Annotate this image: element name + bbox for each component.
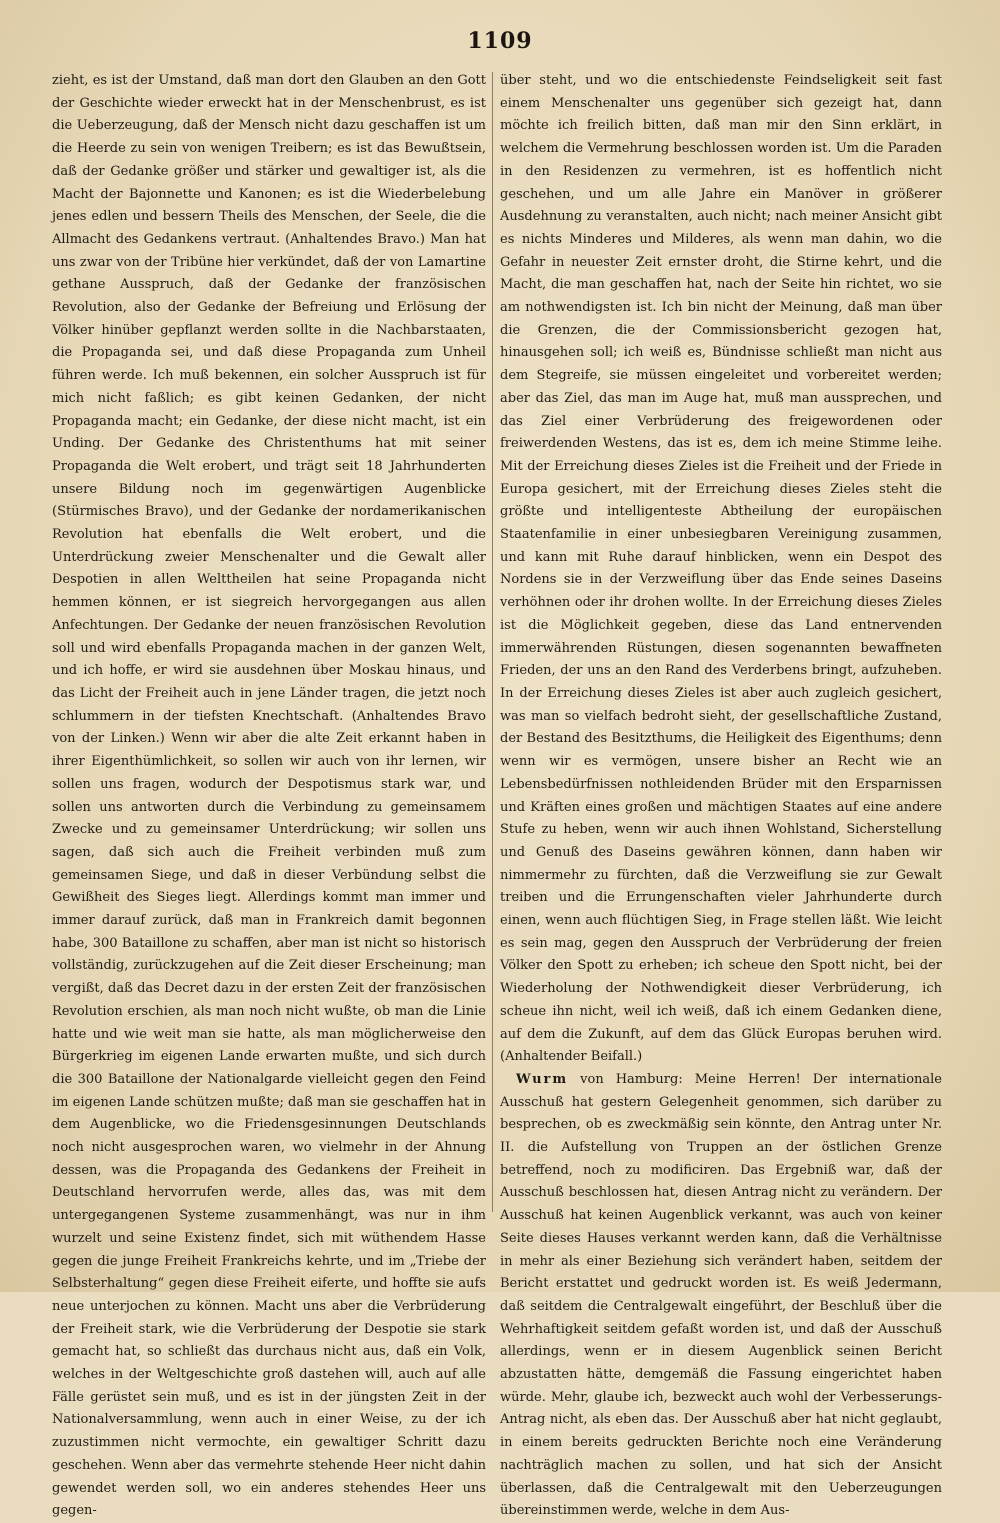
right-column-text-2: von Hamburg: Meine Herren! Der internationale Ausschuß hat gestern Gelegenheit genommen, sich darüber zu besprechen, ob es zweckmäßig sein könnte, den Antrag unter Nr. II. die Aufstellung von Truppen an der östlichen Grenze betreffend, noch zu modificiren. Das Ergebniß war, daß der Ausschuß beschlossen hat, diesen Antrag nicht zu verändern. Der Ausschuß hat keinen Augenblick verkannt, was auch von keiner Seite dieses Hauses verkannt werden kann, daß die Verhältnisse in mehr als einer Beziehung sich verändert haben, seitdem der Bericht erstattet und gedruckt worden ist. Es weiß Jedermann, daß seitdem die Centralgewalt eingeführt, der Beschluß über die Wehrhaftigkeit seitdem gefaßt worden ist, und daß der Ausschuß allerdings, wenn er in diesem Augenblick seinen Bericht abzustatten hätte, demgemäß die Fassung eingerichtet haben würde. Mehr, glaube ich, bezweckt auch wohl der Verbesserungs-Antrag nicht, als eben das. Der Ausschuß aber hat nicht geglaubt, in einem bereits gedruckten Berichte noch eine Veränderung nachträglich machen zu sollen, und hat sich der Ansicht überlassen, daß die Centralgewalt mit den Ueberzeugungen übereinstimmen werde, welche in dem Aus- bbox=[500, 1071, 942, 1519]
page-number: 1109 bbox=[467, 28, 533, 54]
speaker-paragraph bbox=[500, 1069, 942, 1523]
left-column-text: zieht, es ist der Umstand, daß man dort den Glauben an den Gott der Geschichte wieder erweckt hat in der Menschenbrust, es ist die Ueberzeugung, daß der Mensch nicht dazu geschaffen ist um die Heerde zu sein von wenigen Treibern; es ist das Bewußtsein, daß der Gedanke größer und stärker und gewaltiger ist, als die Macht der Bajonnette und Kanonen; es ist die Wiederbelebung jenes edlen und bessern Theils des Menschen, der Seele, die die Allmacht des Gedankens vertraut. (Anhaltendes Bravo.) Man hat uns zwar von der Tribüne hier verkündet, daß der von Lamartine gethane Ausspruch, daß der Gedanke der französischen Revolution, also der Gedanke der Befreiung und Erlösung der Völker hinüber gepflanzt werden sollte in die Nachbarstaaten, die Propaganda sei, und daß diese Propaganda zum Unheil führen werde. Ich muß bekennen, ein solcher Ausspruch ist für mich nicht faßlich; es gibt keinen Gedanken, der nicht Propaganda macht; ein Gedanke, der diese nicht macht, ist ein Unding. Der Gedanke des Christenthums hat mit seiner Propaganda die Welt erobert, und trägt seit 18 Jahrhunderten unsere Bildung noch im gegenwärtigen Augenblicke (Stürmisches Bravo), und der Gedanke der nordamerikanischen Revolution hat ebenfalls die Welt erobert, und die Unterdrückung zweier Menschenalter und die Gewalt aller Despotien in allen Welttheilen hat seine Propaganda nicht hemmen können, er ist siegreich hervorgegangen aus allen Anfechtungen. Der Gedanke der neuen französischen Revolution soll und wird ebenfalls Propaganda machen in der ganzen Welt, und ich hoffe, er wird sie ausdehnen über Moskau hinaus, und das Licht der Freiheit auch in jene Länder tragen, die jetzt noch schlummern in der tiefsten Knechtschaft. (Anhaltendes Bravo von der Linken.) Wenn wir aber die alte Zeit erkannt haben in ihrer Eigenthümlichkeit, so sollen wir auch von ihr lernen, wir sollen uns fragen, wodurch der Despotismus stark war, und sollen uns antworten durch die Verbindung zu gemeinsamem Zwecke und zu gemeinsamer Unterdrückung; wir sollen uns sagen, daß sich auch die Freiheit verbinden muß zum gemeinsamen Siege, und daß in dieser Verbündung selbst die Gewißheit des Sieges liegt. Allerdings kommt man immer und immer darauf zurück, daß man in Frankreich damit begonnen habe, 300 Bataillone zu schaffen, aber man ist nicht so historisch vollständig, zurückzugehen auf die Zeit dieser Erscheinung; man vergißt, daß das Decret dazu in der ersten Zeit der französischen Revolution erschien, als man noch nicht wußte, ob man die Linie hatte und wie weit man sie hatte, als man möglicherweise den Bürgerkrieg im eigenen Lande erwarten mußte, und sich durch die 300 Bataillone der Nationalgarde vielleicht gegen den Feind im eigenen Lande schützen mußte; daß man sie geschaffen hat in dem Augenblicke, wo die Friedensgesinnungen Deutschlands noch nicht ausgesprochen waren, wo vielmehr in der Ahnung dessen, was die Propaganda des Gedankens der Freiheit in Deutschland hervorrufen werde, alles das, was mit dem untergegangenen Systeme zusammenhängt, was nur in ihm wurzelt und seine Existenz findet, sich mit wüthendem Hasse gegen die junge Freiheit Frankreichs kehrte, und im „Triebe der Selbsterhaltung“ gegen diese Freiheit eiferte, und hoffte sie aufs neue unterjochen zu können. Macht uns aber die Verbrüderung der Freiheit stark, wie die Verbrüderung der Despotie sie stark gemacht hat, so schließt das durchaus nicht aus, daß ein Volk, welches in der Weltgeschichte groß dastehen will, auch auf alle Fälle gerüstet sein muß, und es ist in der jüngsten Zeit in der Nationalversammlung, wenn auch in einer Weise, zu der ich zuzustimmen nicht vermochte, ein gewaltiger Schritt dazu geschehen. Wenn aber das vermehrte stehende Heer nicht dahin gewendet werden soll, wo ein anderes stehendes Heer uns gegen- bbox=[52, 73, 486, 1519]
column-divider bbox=[492, 72, 493, 1212]
speaker-name: Wurm bbox=[516, 1071, 569, 1087]
right-column bbox=[500, 70, 942, 1519]
right-column-text-1: über steht, und wo die entschiedenste Feindseligkeit seit fast einem Menschenalter uns gegenüber sich gezeigt hat, dann möchte ich freilich bitten, daß man mir den Sinn erklärt, in welchem die Vermehrung beschlossen worden ist. Um die Paraden in den Residenzen zu vermehren, ist es hoffentlich nicht geschehen, und um alle Jahre ein Manöver in größerer Ausdehnung zu veranstalten, auch nicht; nach meiner Ansicht gibt es nichts Minderes und Milderes, als wenn man dahin, wo die Gefahr in neuester Zeit ernster droht, die Stirne kehrt, und die Macht, die man geschaffen hat, nach der Seite hin richtet, wo sie am nothwendigsten ist. Ich bin nicht der Meinung, daß man über die Grenzen, die der Commissionsbericht gezogen hat, hinausgehen soll; ich weiß es, Bündnisse schließt man nicht aus dem Stegreife, sie müssen eingeleitet und vorbereitet werden; aber das Ziel, das man im Auge hat, muß man aussprechen, und das Ziel einer Verbrüderung des freigewordenen oder freiwerdenden Westens, das ist es, dem ich meine Stimme leihe. Mit der Erreichung dieses Zieles ist die Freiheit und der Friede in Europa gesichert, mit der Erreichung dieses Zieles steht die größte und intelligenteste Abtheilung der europäischen Staatenfamilie in einer unbesiegbaren Vereinigung zusammen, und kann mit Ruhe darauf hinblicken, wenn ein Despot des Nordens sie in der Verzweiflung über das Ende seines Daseins verhöhnen oder ihr drohen wollte. In der Erreichung dieses Zieles ist die Möglichkeit gegeben, diese das Land entnervenden immerwährenden Rüstungen, diesen sogenannten bewaffneten Frieden, der uns an den Rand des Verderbens bringt, aufzuheben. In der Erreichung dieses Zieles ist aber auch zugleich gesichert, was man so vielfach bedroht sieht, der gesellschaftliche Zustand, der Bestand des Besitzthums, die Heiligkeit des Eigenthums; denn wenn wir es vermögen, unsere bisher an Recht wie an Lebensbedürfnissen nothleidenden Brüder mit den Ersparnissen und Kräften eines großen und mächtigen Staates auf eine andere Stufe zu heben, wenn wir auch ihnen Wohlstand, Sicherstellung und Genuß des Daseins gewähren können, dann haben wir nimmermehr zu fürchten, daß die Verzweiflung sie zur Gewalt treiben und die Errungenschaften vieler Jahrhunderte durch einen, wenn auch flüchtigen Sieg, in Frage stellen läßt. Wie leicht es sein mag, gegen den Ausspruch der Verbrüderung der freien Völker den Spott zu erheben; ich scheue den Spott nicht, bei der Wiederholung der Nothwendigkeit dieser Verbrüderung, ich scheue ihn nicht, weil ich weiß, daß ich einem Gedanken diene, auf dem die Zukunft, auf dem das Glück Europas beruhen wird. (Anhaltender Beifall.) bbox=[500, 73, 942, 1065]
left-column bbox=[52, 70, 486, 1519]
